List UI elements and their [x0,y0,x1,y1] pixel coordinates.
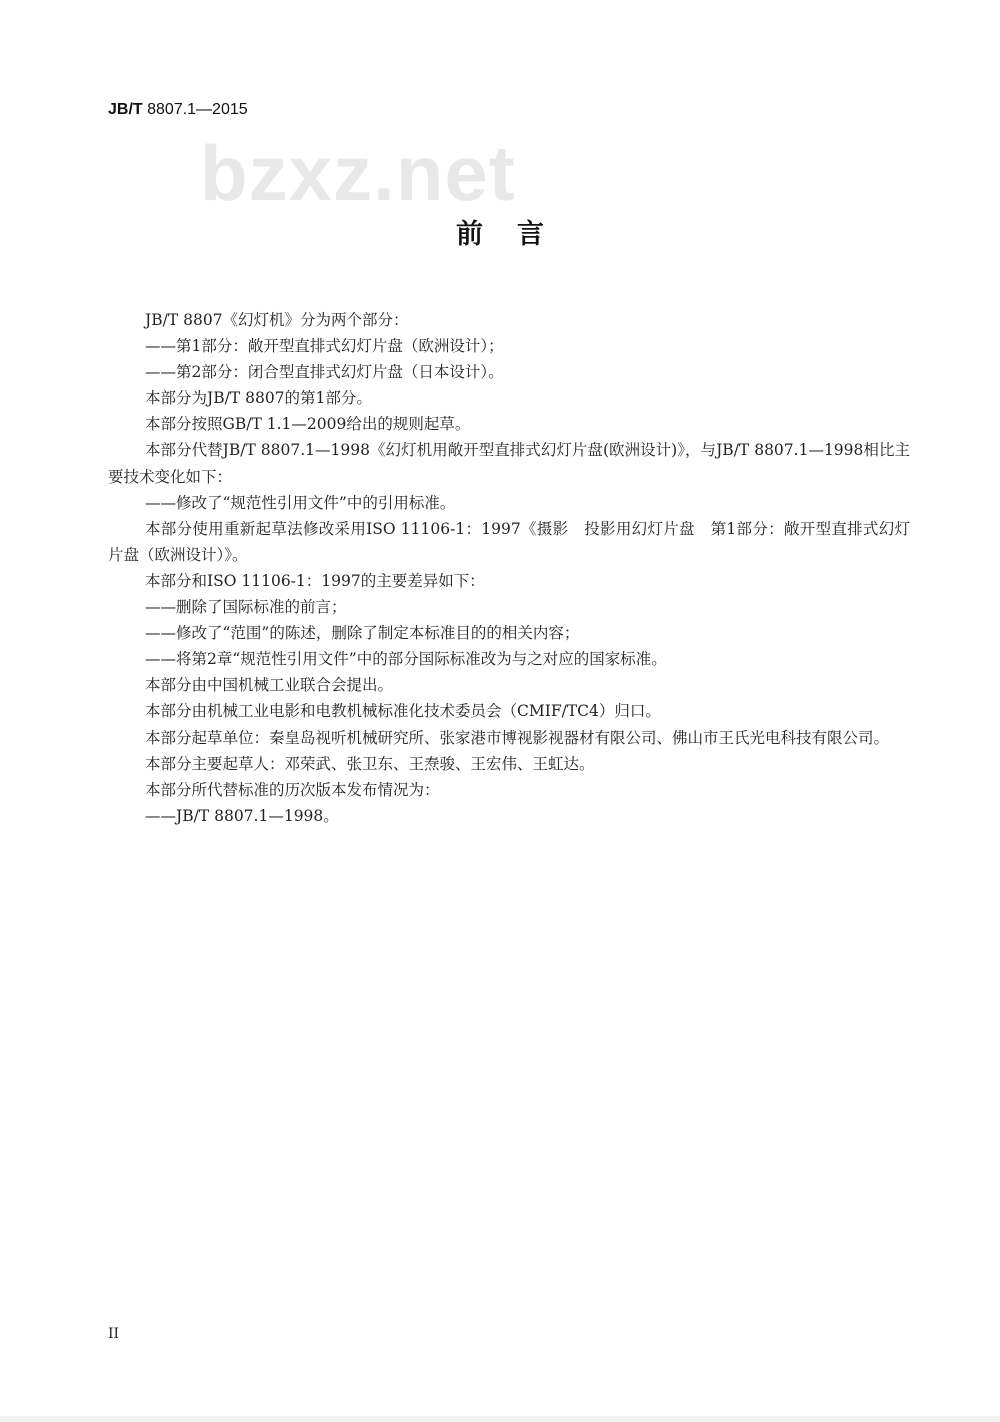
paragraph: 本部分主要起草人：邓荣武、张卫东、王焘骏、王宏伟、王虹达。 [145,754,595,773]
page-number: II [108,1326,120,1342]
list-item: ——JB/T 8807.1—1998。 [145,806,339,825]
list-item: ——第1部分：敞开型直排式幻灯片盘（欧洲设计）； [145,337,504,356]
paragraph: 本部分由中国机械工业联合会提出。 [145,676,394,695]
list-item: ——第2部分：闭合型直排式幻灯片盘（日本设计）。 [145,363,504,382]
paragraph: 本部分按照GB/T 1.1—2009给出的规则起草。 [145,415,471,434]
paragraph: 本部分和ISO 11106-1：1997的主要差异如下： [145,571,485,590]
paragraph: 本部分由机械工业电影和电教机械标准化技术委员会（CMIF/TC4）归口。 [145,702,661,721]
paragraph: JB/T 8807《幻灯机》分为两个部分： [145,311,409,329]
standard-prefix: JB/T [108,101,143,118]
list-item: ——修改了“规范性引用文件”中的引用标准。 [145,493,456,512]
list-item: ——将第2章“规范性引用文件”中的部分国际标准改为与之对应的国家标准。 [145,650,667,669]
paragraph: 本部分代替JB/T 8807.1—1998《幻灯机用敞开型直排式幻灯片盘(欧洲设计)》，与JB/T 8807.1—1998相比主要技术变化如下： [108,441,910,486]
standard-code [108,101,248,119]
watermark: bzxz.net [200,129,516,217]
foreword-body [108,307,910,829]
paragraph: 本部分起草单位：秦皇岛视听机械研究所、张家港市博视影视器材有限公司、佛山市王氏光电科技有限公司。 [145,728,890,747]
paragraph: 本部分使用重新起草法修改采用ISO 11106-1：1997《摄影 投影用幻灯片盘 第1部分：敞开型直排式幻灯片盘（欧洲设计）》。 [108,519,910,564]
paragraph: 本部分所代替标准的历次版本发布情况为： [145,780,440,799]
page-edge [0,1416,1000,1422]
paragraph: 本部分为JB/T 8807的第1部分。 [145,389,372,408]
list-item: ——修改了“范围”的陈述，删除了制定本标准目的的相关内容； [145,624,580,643]
list-item: ——删除了国际标准的前言； [145,598,347,617]
page-title: 前言 [456,219,578,250]
standard-number: 8807.1—2015 [142,101,248,118]
